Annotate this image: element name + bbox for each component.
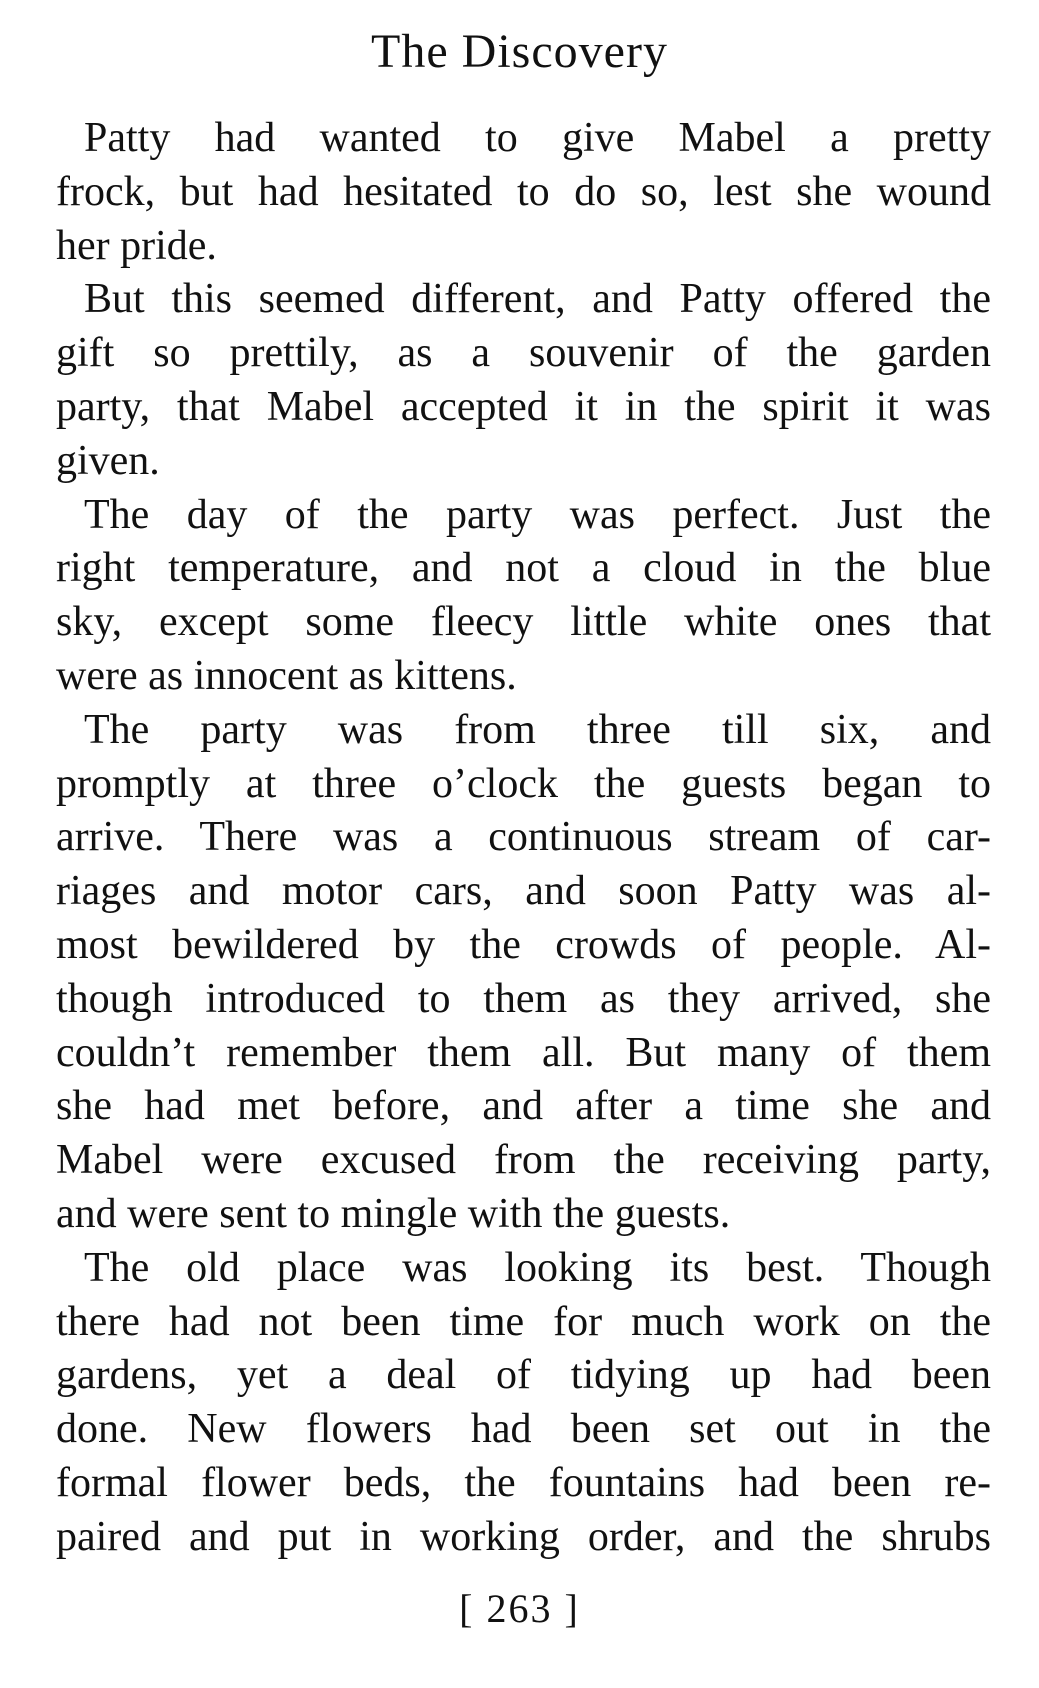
text-line: sky, except some fleecy little white ones that (56, 599, 991, 646)
running-head: The Discovery (371, 25, 668, 78)
text-line: The party was from three till six, and (84, 706, 991, 753)
paragraph (56, 704, 991, 1242)
text-line: The day of the party was perfect. Just the (84, 491, 991, 538)
text-line: But this seemed different, and Patty offered the (84, 276, 991, 323)
text-line: her pride. (56, 222, 217, 269)
paragraph (56, 112, 991, 273)
text-line: were as innocent as kittens. (56, 652, 517, 699)
text-line: though introduced to them as they arrived, she (56, 975, 991, 1022)
text-line: The old place was looking its best. Though (84, 1244, 991, 1291)
paragraph (56, 1242, 991, 1565)
text-line: riages and motor cars, and soon Patty was al- (56, 868, 991, 915)
text-line: given. (56, 437, 160, 484)
paragraph (56, 489, 991, 704)
text-line: and were sent to mingle with the guests. (56, 1190, 731, 1237)
text-line: frock, but had hesitated to do so, lest she wound (56, 168, 991, 215)
text-line: arrive. There was a continuous stream of car- (56, 814, 991, 861)
text-line: done. New flowers had been set out in the (56, 1406, 991, 1453)
text-line: party, that Mabel accepted it in the spirit it was (56, 383, 991, 430)
text-line: gift so prettily, as a souvenir of the garden (56, 330, 991, 377)
text-line: right temperature, and not a cloud in the blue (56, 545, 991, 592)
text-line: there had not been time for much work on the (56, 1298, 991, 1345)
text-line: couldn’t remember them all. But many of them (56, 1029, 991, 1076)
text-line: formal flower beds, the fountains had been re- (56, 1459, 991, 1506)
paragraph (56, 273, 991, 488)
text-line: Patty had wanted to give Mabel a pretty (84, 115, 991, 161)
body-text (56, 112, 991, 1565)
text-line: Mabel were excused from the receiving party, (56, 1137, 991, 1184)
text-line: most bewildered by the crowds of people. Al- (56, 921, 991, 968)
text-line: paired and put in working order, and the shrubs (56, 1513, 991, 1560)
text-line: she had met before, and after a time she and (56, 1083, 991, 1130)
page-number: [ 263 ] (459, 1586, 580, 1631)
text-line: gardens, yet a deal of tidying up had been (56, 1352, 991, 1399)
text-line: promptly at three o’clock the guests began to (56, 760, 991, 807)
